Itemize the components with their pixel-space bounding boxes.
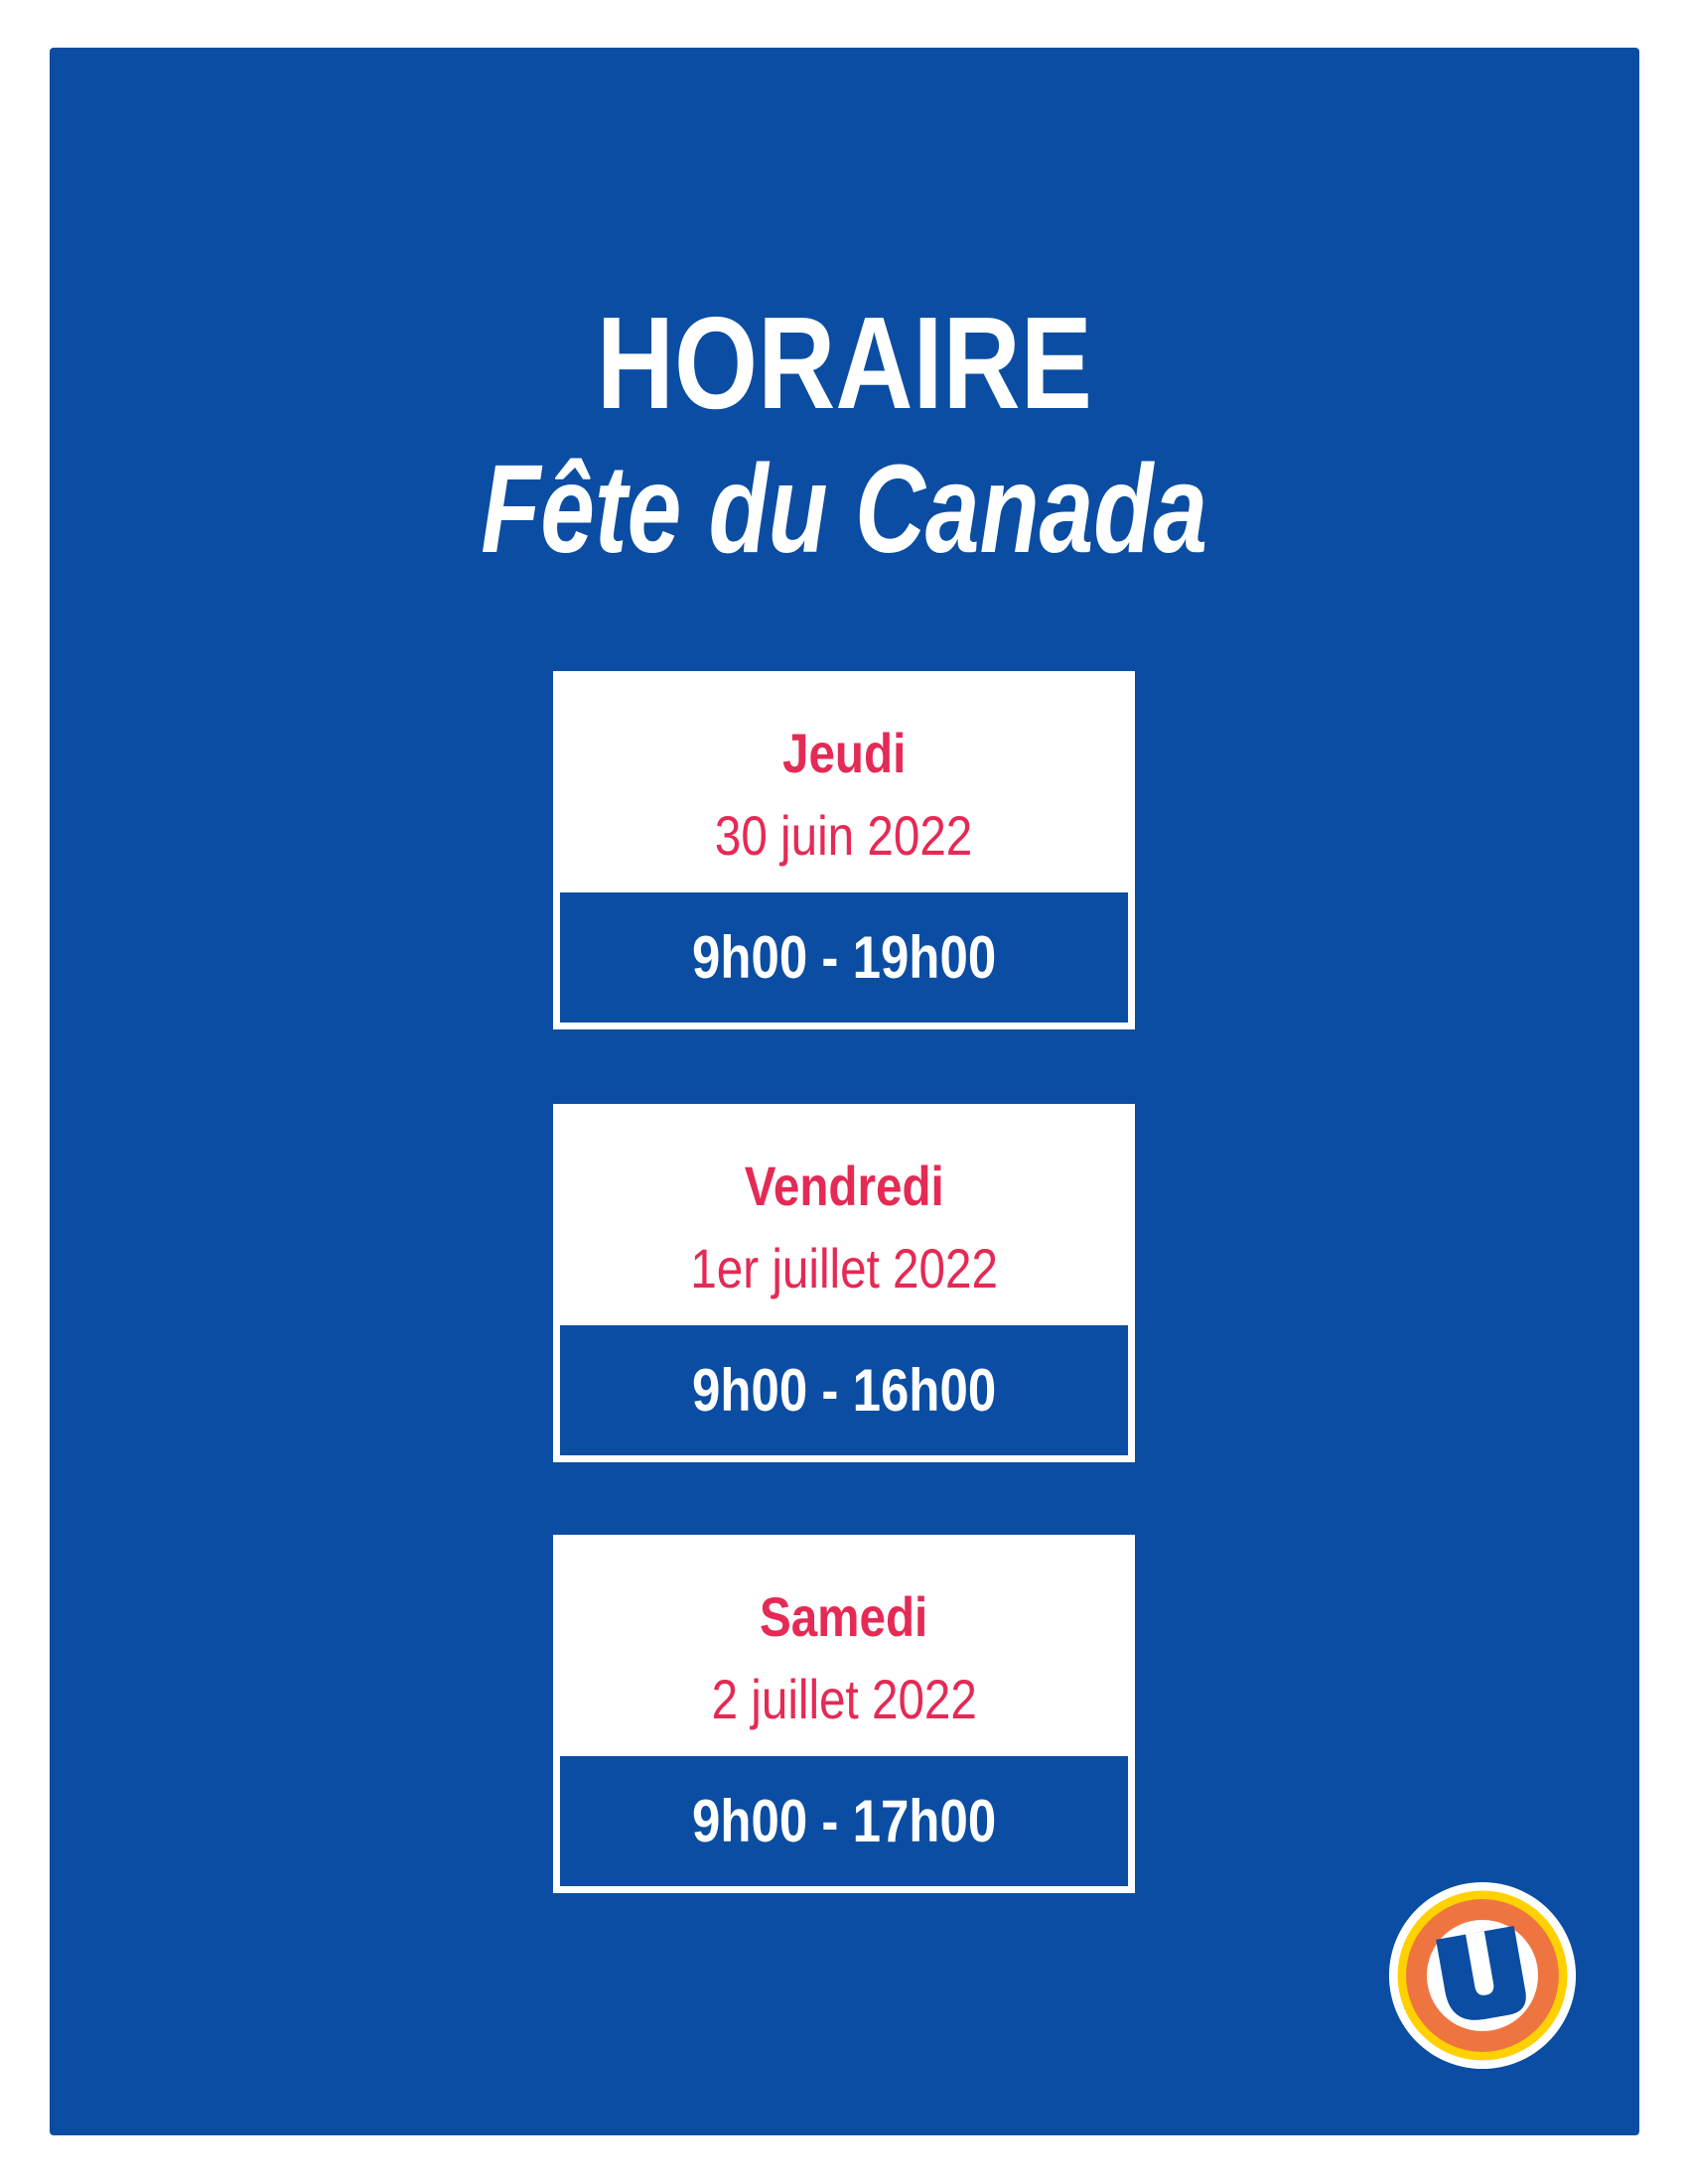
date-label-text: 1er juillet 2022 — [690, 1237, 998, 1300]
page-subtitle-text: Fête du Canada — [481, 439, 1208, 579]
date-label — [553, 802, 1135, 869]
hours-label — [665, 1787, 1023, 1854]
hours-label — [665, 923, 1023, 991]
date-label-text: 2 juillet 2022 — [711, 1668, 977, 1731]
hours-label-text: 9h00 - 16h00 — [691, 1356, 997, 1424]
hours-label — [665, 1356, 1023, 1424]
hours-banner — [560, 1756, 1128, 1886]
hours-banner — [560, 1325, 1128, 1455]
hours-banner — [560, 892, 1128, 1023]
hours-label-text: 9h00 - 19h00 — [691, 923, 997, 991]
day-label-text: Jeudi — [781, 722, 907, 784]
page-title — [50, 290, 1639, 436]
schedule-card-vendredi — [553, 1104, 1135, 1462]
day-label — [553, 1153, 1135, 1219]
u-logo-icon — [1388, 1881, 1577, 2070]
page-title-text: HORAIRE — [596, 290, 1093, 436]
day-label — [553, 1583, 1135, 1650]
day-label-text: Vendredi — [744, 1155, 944, 1217]
day-label — [553, 720, 1135, 786]
page-subtitle — [50, 439, 1639, 579]
date-label — [553, 1666, 1135, 1732]
schedule-card-samedi — [553, 1535, 1135, 1893]
date-label — [553, 1235, 1135, 1301]
date-label-text: 30 juin 2022 — [715, 804, 973, 868]
schedule-card-jeudi — [553, 671, 1135, 1029]
hours-label-text: 9h00 - 17h00 — [691, 1787, 997, 1854]
day-label-text: Samedi — [760, 1585, 928, 1648]
